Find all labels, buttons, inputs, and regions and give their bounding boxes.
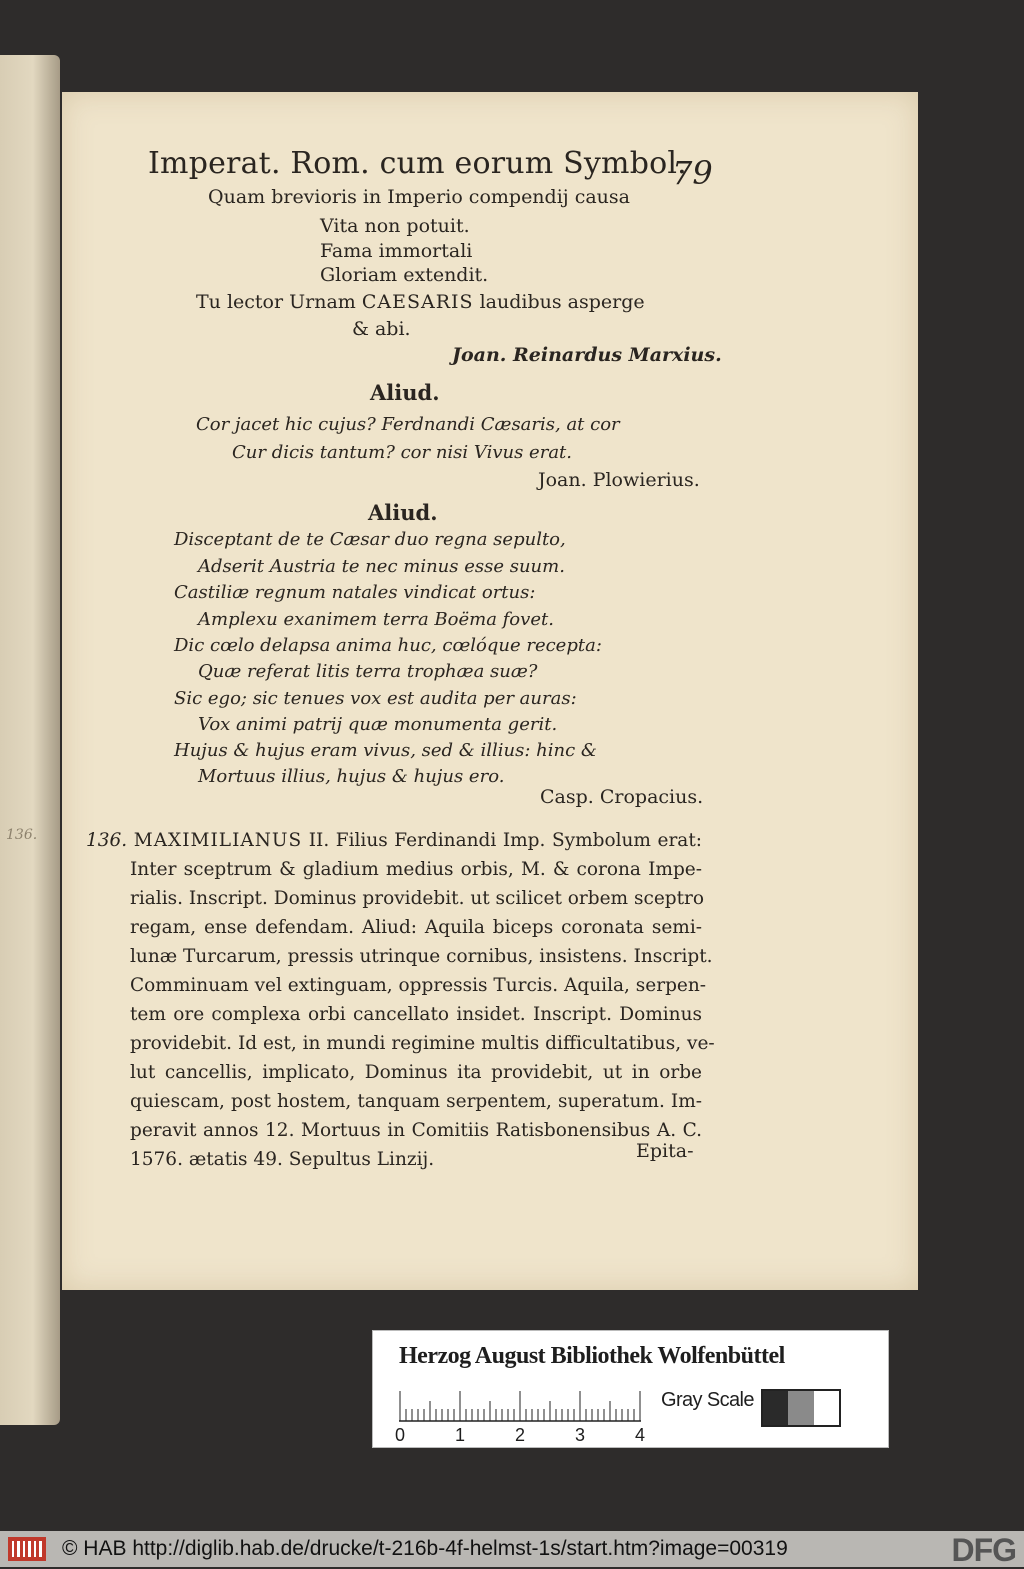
epigram-line: Hujus & hujus eram vivus, sed & illius: hinc & (174, 740, 597, 761)
ruler-number: 0 (395, 1425, 406, 1445)
ruler-number: 4 (635, 1425, 646, 1445)
signature: Joan. Plowierius. (538, 469, 700, 491)
entry-line: rialis. Inscript. Dominus providebit. ut scilicet orbem sceptro (130, 888, 705, 909)
previous-page-fragment: 136. (6, 827, 38, 843)
gray-scale-swatches (761, 1389, 841, 1427)
entry-line: regam, ense defendam. Aliud: Aquila biceps coronata semi- (130, 917, 702, 938)
entry-line: quiescam, post hostem, tanquam serpentem, superatum. Im- (130, 1091, 702, 1112)
epigram-line: Disceptant de te Cæsar duo regna sepulto, (174, 529, 566, 550)
gray-swatch-mid (788, 1391, 813, 1425)
epigram-line: Mortuus illius, hujus & hujus ero. (198, 766, 505, 787)
entry-line: providebit. Id est, in mundi regimine multis difficultatibus, ve- (130, 1033, 715, 1054)
dfg-logo: DFG (951, 1532, 1016, 1568)
epigram-line: Sic ego; sic tenues vox est audita per auras: (174, 688, 577, 709)
epigram-line: Quæ referat litis terra trophæa suæ? (198, 661, 538, 682)
catchword: Epita- (636, 1140, 694, 1162)
measurement-ruler (399, 1387, 641, 1423)
epigram-line: Adserit Austria te nec minus esse suum. (198, 556, 565, 577)
ruler-number: 3 (575, 1425, 586, 1445)
previous-page-edge (0, 55, 60, 1425)
epigram-line: Amplexu exanimem terra Boëma fovet. (198, 609, 554, 630)
verse-line: Gloriam extendit. (320, 264, 489, 286)
entry-line: lunæ Turcarum, pressis utrinque cornibus, insistens. Inscript. (130, 946, 713, 967)
entry-paragraph (86, 826, 715, 1174)
entry-line: 1576. ætatis 49. Sepultus Linzij. (130, 1149, 435, 1170)
verse-line: & abi. (352, 318, 411, 340)
gray-swatch-light (814, 1391, 839, 1425)
gray-scale-label: Gray Scale (661, 1389, 754, 1411)
barcode-icon (8, 1537, 46, 1561)
verse-line: Vita non potuit. (320, 215, 470, 237)
epigram-line: Cur dicis tantum? cor nisi Vivus erat. (232, 442, 573, 463)
source-url[interactable]: © HAB http://diglib.hab.de/drucke/t-216b-4f-helmst-1s/start.htm?image=00319 (62, 1537, 788, 1560)
ruler-number: 1 (455, 1425, 466, 1445)
running-header: Imperat. Rom. cum eorum Symbol. (148, 146, 687, 181)
signature: Joan. Reinardus Marxius. (452, 344, 722, 366)
emperor-name: MAXIMILIANUS (133, 830, 303, 851)
entry-number: 136. (86, 830, 128, 851)
entry-line: tem ore complexa orbi cancellato insidet. Inscript. Dominus (130, 1004, 702, 1025)
book-page (62, 92, 918, 1290)
entry-line: Inter sceptrum & gladium medius orbis, M. & corona Impe- (130, 859, 702, 880)
epigram-line: Vox animi patrij quæ monumenta gerit. (198, 714, 558, 735)
viewer-footer (0, 1531, 1024, 1567)
library-name: Herzog August Bibliothek Wolfenbüttel (399, 1343, 785, 1369)
gray-swatch-dark (763, 1391, 788, 1425)
entry-line: 136. MAXIMILIANUS II. Filius Ferdinandi Imp. Symbolum erat: (86, 830, 702, 851)
entry-line: lut cancellis, implicato, Dominus ita providebit, ut in orbe (130, 1062, 702, 1083)
color-target-card (372, 1330, 889, 1448)
ruler-number: 2 (515, 1425, 526, 1445)
signature: Casp. Cropacius. (540, 786, 704, 808)
section-heading: Aliud. (368, 500, 438, 525)
page-number: 79 (672, 154, 713, 192)
entry-line: Comminuam vel extinguam, oppressis Turcis. Aquila, serpen- (130, 975, 707, 996)
epigram-line: Cor jacet hic cujus? Ferdnandi Cæsaris, at cor (196, 414, 620, 435)
entry-line: peravit annos 12. Mortuus in Comitiis Ratisbonensibus A. C. (130, 1120, 702, 1141)
verse-line: Quam brevioris in Imperio compendij causa (208, 186, 630, 208)
epigram-line: Dic cœlo delapsa anima huc, cœlóque recepta: (174, 635, 602, 656)
verse-line: Fama immortali (320, 240, 473, 262)
epigram-line: Castiliæ regnum natales vindicat ortus: (174, 582, 536, 603)
section-heading: Aliud. (370, 380, 440, 405)
verse-line: Tu lector Urnam CAESARIS laudibus asperge (196, 291, 645, 313)
